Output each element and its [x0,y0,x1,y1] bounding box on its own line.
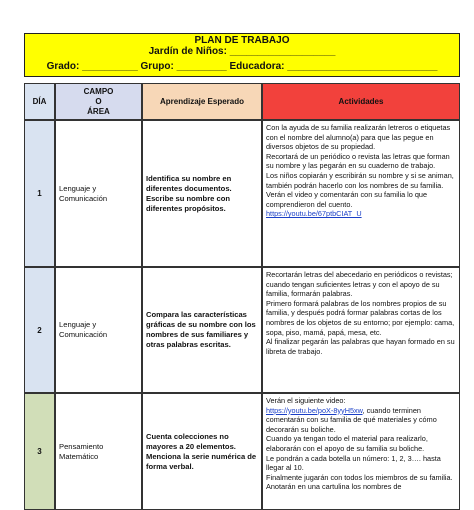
row-3-act-3: Finalmente jugarán con todos los miembros de su familia. Anotarán en una cartulina los nombres de [266,472,453,492]
row-3-act-after-link: , cuando terminen comentarán con su familia de qué materiales y cómo decorarán su boliche. [266,405,437,434]
row-1-actividades [262,120,460,267]
col-header-campo [55,83,142,120]
plan-header [24,33,460,77]
row-3-dia: 3 [24,393,55,510]
row-2-aprendizaje: Compara las características gráficas de su nombre con los nombres de sus familiares y otras palabras escritas. [142,267,262,393]
col-header-campo-l2: O [95,96,102,106]
row-2-actividades [262,267,460,393]
row-1-dia: 1 [24,120,55,267]
row-2-act-2: Primero formará palabras de los nombres propios de su familia, y después podrá formar palabras cortas de los nombres de los objetos de su entorno; por ejemplo: cama, sopa, piso, mamá, papá, mesa, etc. [266,298,455,337]
row-1-video-link[interactable]: https://youtu.be/67ptbCIAT_U [266,209,362,219]
jardin-line: Jardín de Niños: ___________________ [148,46,336,57]
row-2-campo: Lenguaje y Comunicación [55,267,142,393]
col-header-actividades: Actividades [262,83,460,120]
row-3-act-1: Cuando ya tengan todo el material para realizarlo, elaborarán con el apoyo de su familia su boliche. [266,434,428,453]
row-1-act-1: Con la ayuda de su familia realizarán letreros o etiquetas con el nombre del alumno(a) para que las pegue en diversos objetos de su propiedad. [266,123,451,152]
row-1-act-3: Los niños copiarán y escribirán su nombre y si se animan, también podrán hacerlo con los nombres de su familia. [266,170,454,190]
col-header-dia: DÍA [24,83,55,120]
row-2-act-1: Recortarán letras del abecedario en periódicos o revistas; cuando tengan suficientes letras y con el apoyo de su familia, formarán palabras. [266,270,453,299]
row-3-act-2: Le pondrán a cada botella un número: 1, 2, 3…. hasta llegar al 10. [266,453,441,473]
row-3-act-intro: Verán el siguiente video: [266,396,346,405]
row-1-aprendizaje: Identifica su nombre en diferentes documentos. Escribe su nombre con diferentes propósitos. [142,120,262,267]
row-3-video-link[interactable]: https://youtu.be/poX-8yyH5xw [266,405,363,415]
row-3-campo: Pensamiento Matemático [55,393,142,510]
grado-grupo-educadora-line: Grado: __________ Grupo: _________ Educadora: ___________________________ [46,61,438,72]
plan-title: PLAN DE TRABAJO [194,35,290,46]
row-2-dia: 2 [24,267,55,393]
row-1-campo: Lenguaje y Comunicación [55,120,142,267]
row-2-act-3: Al finalizar pegarán las palabras que hayan formado en su libreta de trabajo. [266,337,455,356]
row-1-act-2: Recortará de un periódico o revista las letras que forman su nombre y las pegarán en su cuaderno de trabajo. [266,151,450,171]
row-1-act-4: Verán el video y comentarán con su familia lo que comprendieron del cuento. [266,190,428,209]
row-3-actividades [262,393,460,510]
col-header-campo-l3: ÁREA [87,106,110,116]
col-header-aprendizaje: Aprendizaje Esperado [142,83,262,120]
col-header-campo-l1: CAMPO [83,86,114,96]
row-3-aprendizaje: Cuenta colecciones no mayores a 20 elementos. Menciona la serie numérica de forma verbal. [142,393,262,510]
